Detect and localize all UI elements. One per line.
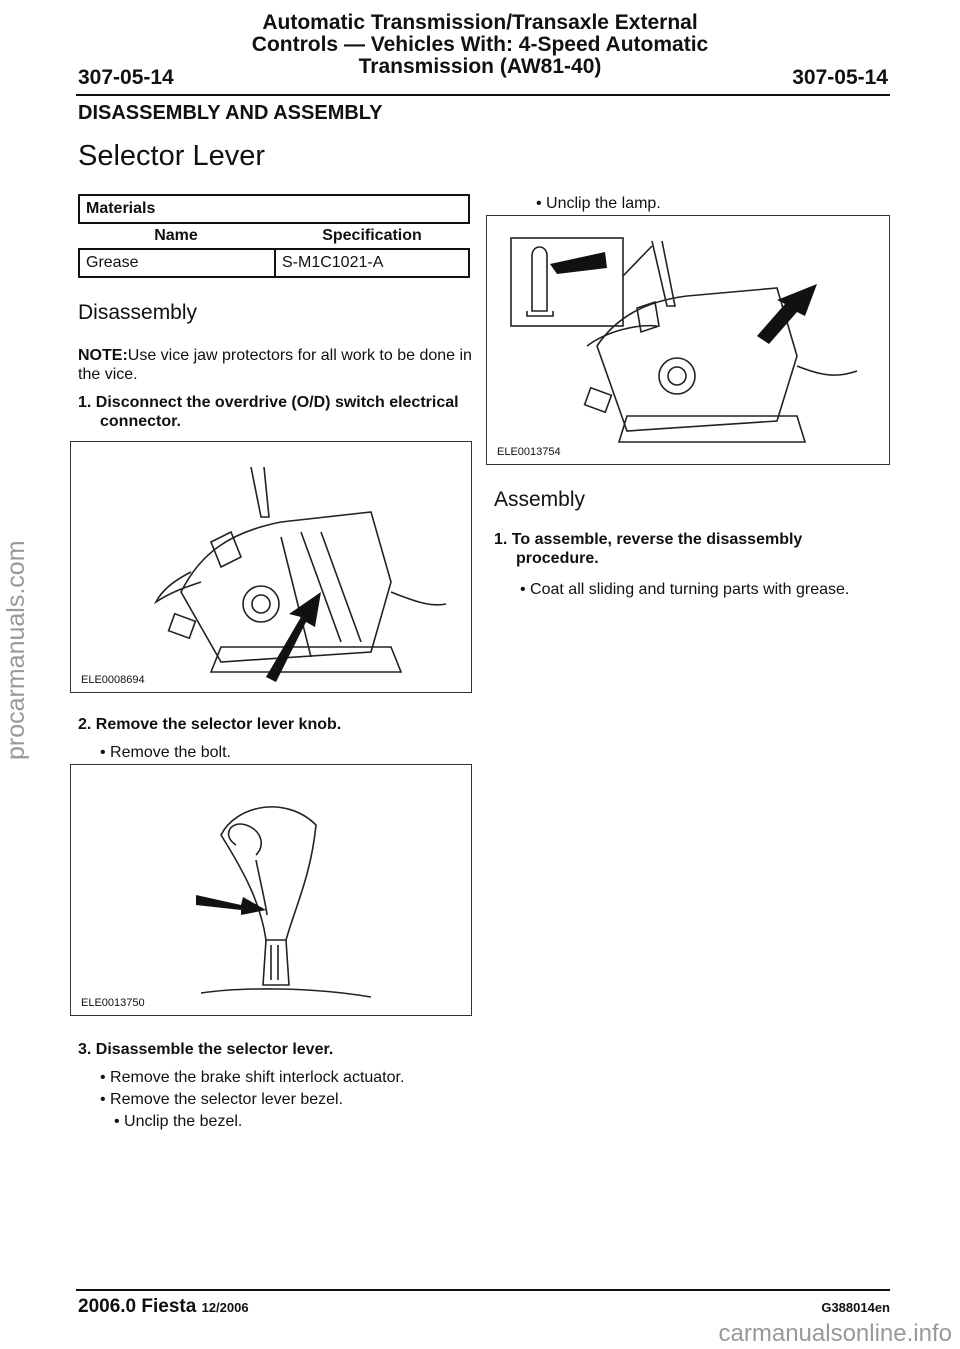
- materials-heading: Materials: [78, 194, 470, 224]
- assembly-step-1: 1. To assemble, reverse the disassembly procedure.: [494, 531, 803, 567]
- unclip-lamp-bullet: • Unclip the lamp.: [536, 195, 661, 212]
- footer-model: [78, 1296, 249, 1318]
- note: [78, 346, 473, 384]
- step-2-remove-knob: 2. Remove the selector lever knob.: [78, 716, 342, 733]
- figure-lamp: [486, 215, 890, 465]
- assembly-heading: Assembly: [494, 488, 586, 511]
- header-title-line-3: Transmission (AW81-40): [358, 55, 602, 78]
- selector-assembly-illustration: [71, 442, 471, 692]
- page-code-left: 307-05-14: [78, 66, 174, 89]
- page-title: Selector Lever: [78, 140, 265, 172]
- step-3-sub-bullet: • Unclip the bezel.: [114, 1113, 243, 1130]
- knob-illustration: [71, 765, 471, 1015]
- materials-table: [78, 194, 470, 278]
- page-code-right: 307-05-14: [792, 66, 888, 89]
- header-title: [200, 12, 760, 78]
- step-3-disassemble: 3. Disassemble the selector lever.: [78, 1041, 334, 1058]
- date: 12/2006: [201, 1300, 249, 1315]
- note-label: NOTE:: [78, 347, 128, 364]
- bullet-text: Coat all sliding and turning parts with grease.: [530, 581, 850, 598]
- bullet-text: Unclip the bezel.: [124, 1113, 243, 1130]
- figure-code: ELE0008694: [81, 674, 145, 686]
- header-rule: [76, 94, 890, 96]
- bullet-text: Remove the brake shift interlock actuator.: [110, 1069, 405, 1086]
- footer-doc-code: G388014en: [821, 1300, 890, 1315]
- bullet-text: Unclip the lamp.: [546, 195, 661, 212]
- step-3-bullet-1: • Remove the brake shift interlock actuator.: [100, 1069, 405, 1086]
- figure-knob: [70, 764, 472, 1016]
- material-name: Grease: [86, 254, 139, 271]
- figure-selector-assembly: [70, 441, 472, 693]
- materials-column-headers: [78, 224, 470, 248]
- section-title: DISASSEMBLY AND ASSEMBLY: [78, 102, 383, 124]
- footer-rule: [76, 1289, 890, 1291]
- note-text: Use vice jaw protectors for all work to be done in the vice.: [78, 347, 472, 383]
- bullet-text: Remove the bolt.: [110, 744, 231, 761]
- column-name: Name: [154, 227, 198, 244]
- step-1-disconnect: 1. Disconnect the overdrive (O/D) switch electrical connector.: [78, 394, 459, 430]
- step-3-bullet-2: • Remove the selector lever bezel.: [100, 1091, 344, 1108]
- figure-code: ELE0013754: [497, 446, 561, 458]
- table-row: [78, 248, 470, 278]
- side-watermark: procarmanuals.com: [2, 540, 30, 760]
- header-title-line-1: Automatic Transmission/Transaxle External: [262, 11, 698, 34]
- header-title-line-2: Controls — Vehicles With: 4-Speed Automatic: [251, 33, 709, 56]
- figure-code: ELE0013750: [81, 997, 145, 1009]
- model: 2006.0 Fiesta: [78, 1296, 197, 1317]
- assembly-bullet: • Coat all sliding and turning parts with grease.: [520, 581, 850, 598]
- column-specification: Specification: [322, 227, 422, 244]
- bottom-watermark: carmanualsonline.info: [718, 1320, 952, 1347]
- bullet-text: Remove the selector lever bezel.: [110, 1091, 344, 1108]
- disassembly-heading: Disassembly: [78, 301, 198, 324]
- step-2-bullet: • Remove the bolt.: [100, 744, 231, 761]
- material-spec: S-M1C1021-A: [274, 250, 468, 276]
- lamp-illustration: [487, 216, 889, 464]
